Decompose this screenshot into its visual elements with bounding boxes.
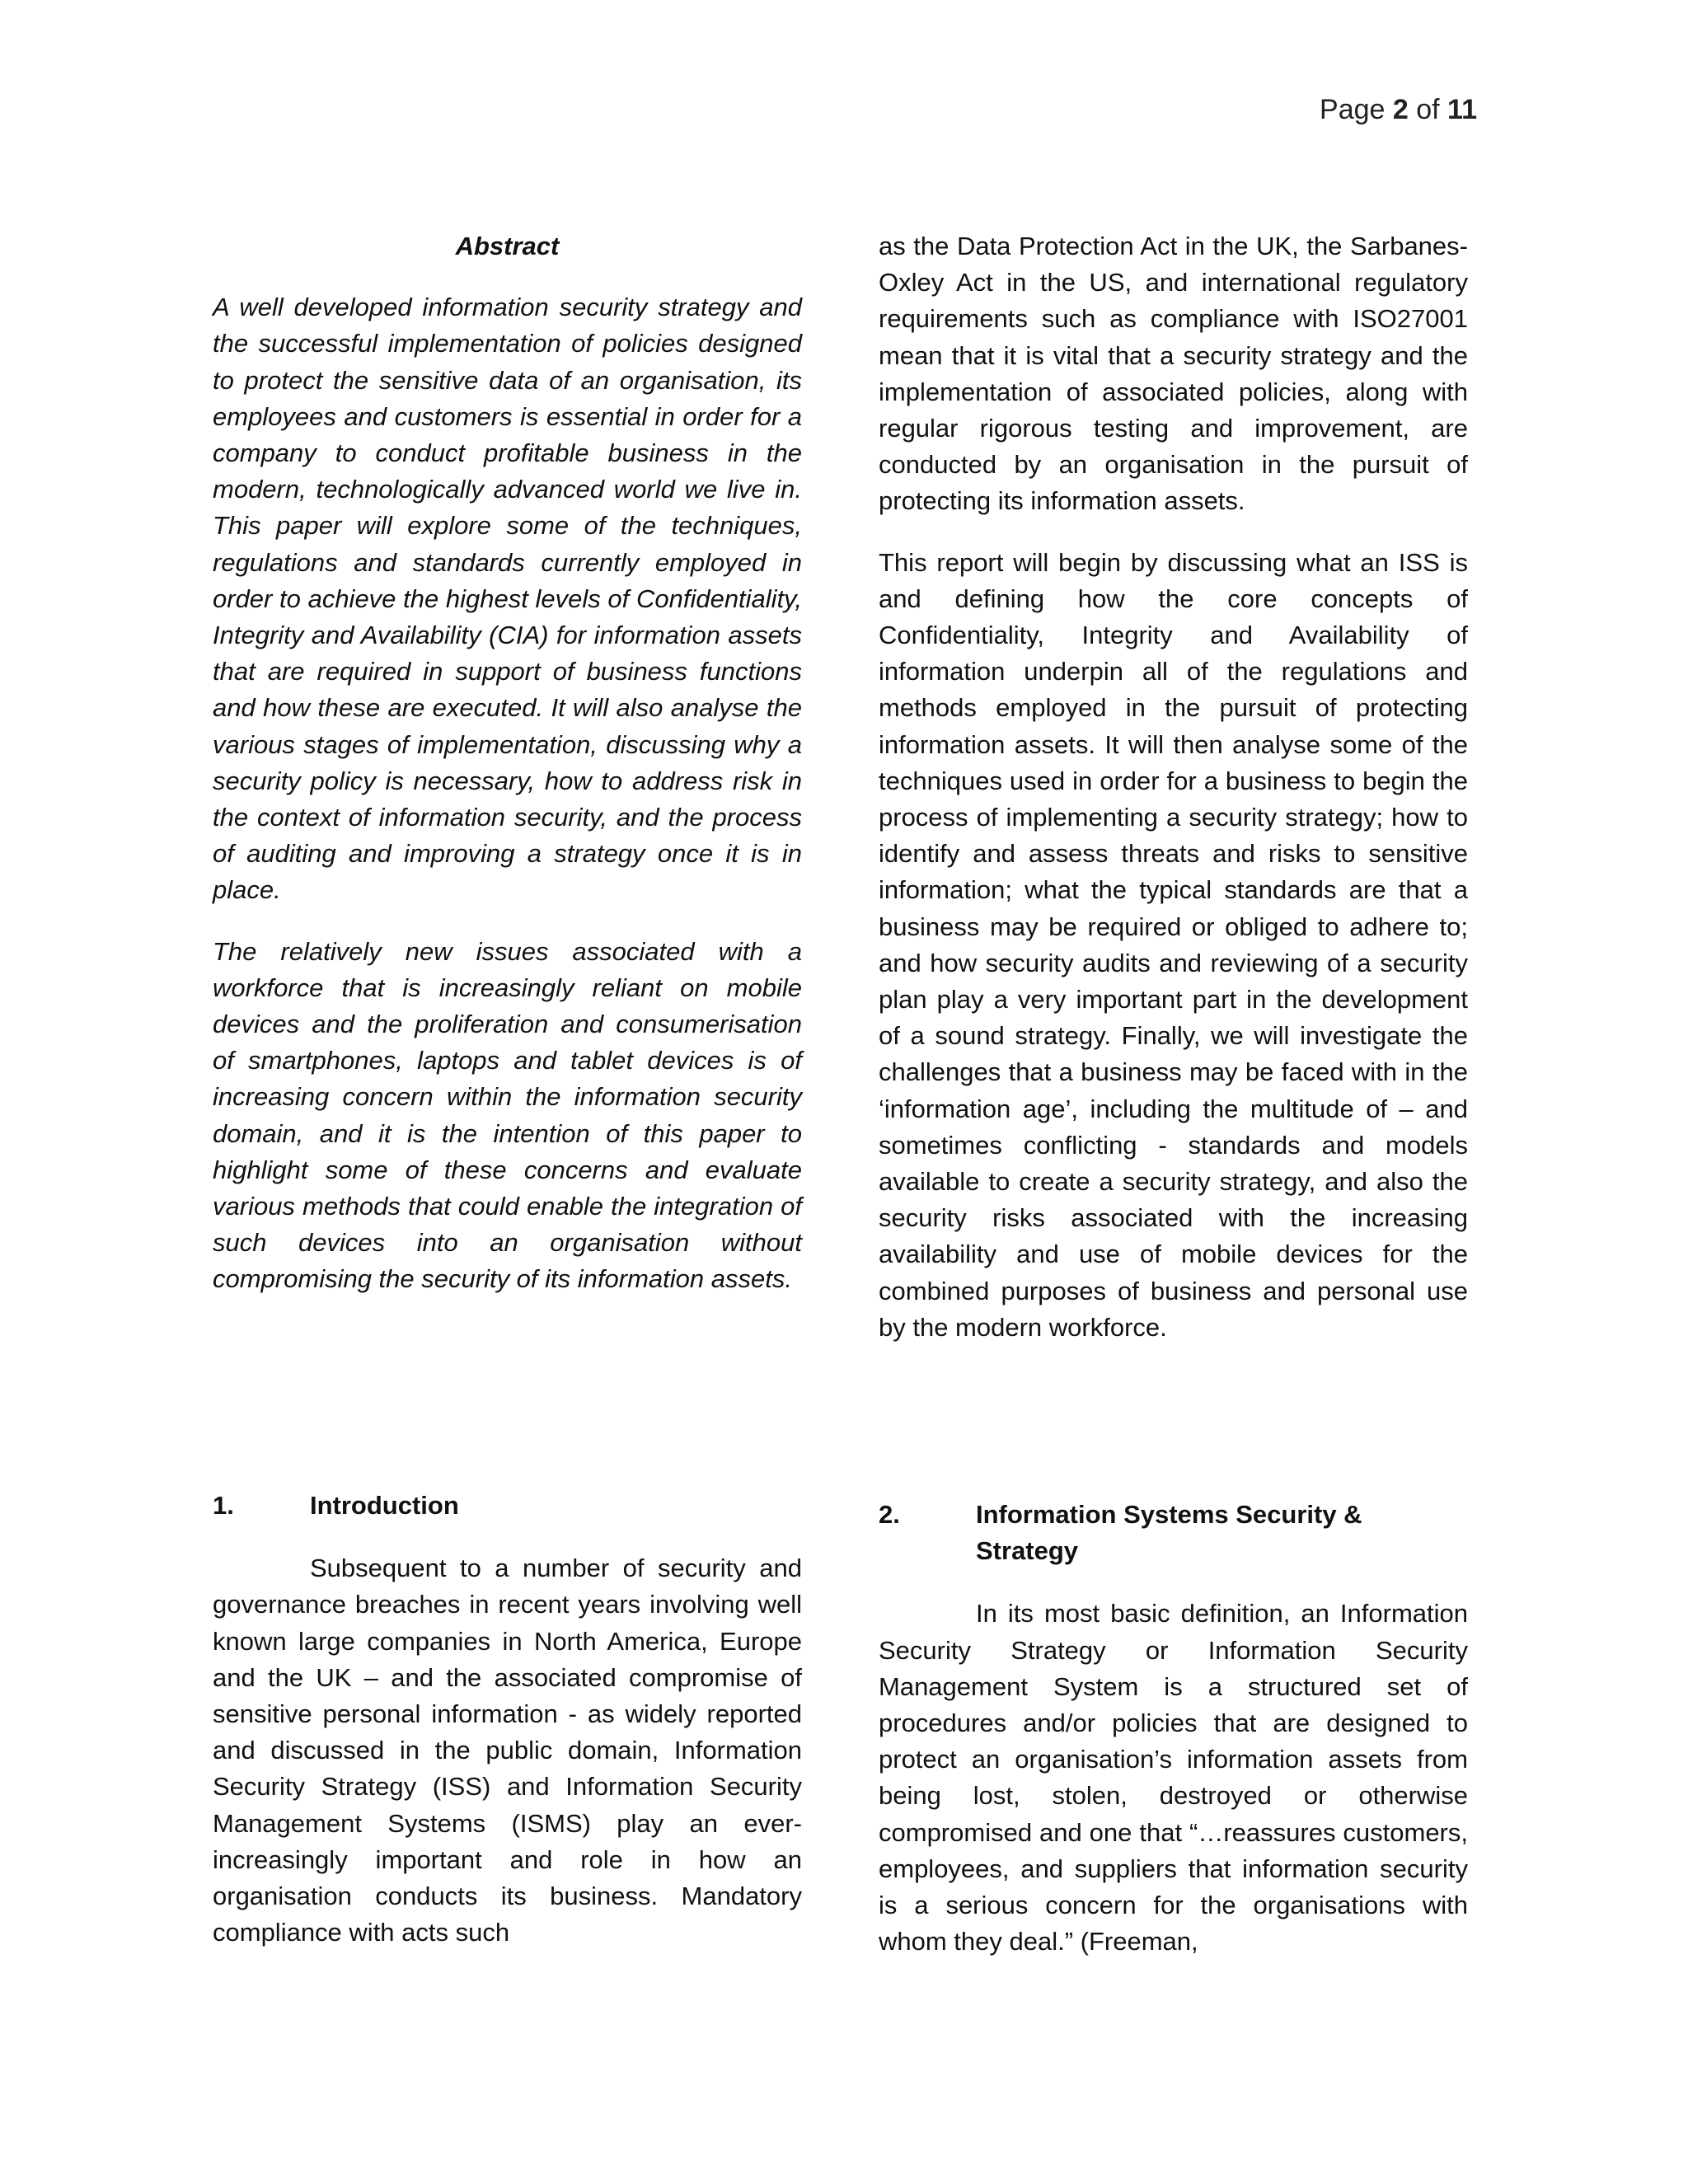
iss-heading [879, 1497, 1468, 1569]
abstract-paragraph-1: A well developed information security strategy and the successful implementation of policies designed to protect the sensitive data of an organisation, its employees and customers is essential in order for a company to conduct profitable business in the modern, technologically advanced world we live in. This paper will explore some of the techniques, regulations and standards currently employed in order to achieve the highest levels of Confidentiality, Integrity and Availability (CIA) for information assets that are required in support of business functions and how these are executed. It will also analyse the various stages of implementation, discussing why a security policy is necessary, how to address risk in the context of information security, and the process of auditing and improving a strategy once it is in place. [213, 293, 802, 905]
abstract-paragraph-2: The relatively new issues associated with a workforce that is increasingly reliant on mobile devices and the proliferation and consumerisation of smartphones, laptops and tablet devices is of increasing concern within the information security domain, and it is the intention of this paper to highlight some of these concerns and evaluate various methods that could enable the integration of such devices into an organisation without compromising the security of its information assets. [213, 936, 802, 1294]
iss-section [879, 1497, 1468, 1960]
page-number [1320, 94, 1477, 126]
abstract-section [213, 228, 802, 1298]
page-current: 2 [1392, 94, 1409, 125]
page-separator: of [1408, 94, 1448, 125]
introduction-section [213, 1488, 802, 1951]
iss-paragraph: In its most basic definition, an Information Security Strategy or Information Security Management System is a structured set of procedures and/or policies that are designed to protect an organisation’s information assets from being lost, stolen, destroyed or otherwise compromised and one that “…reassures customers, employees, and suppliers that information security is a serious concern for the organisations with whom they deal.” (Freeman, [879, 1599, 1468, 1957]
section-title: Introduction [310, 1491, 459, 1520]
section-number: 1. [213, 1491, 234, 1520]
abstract-title: Abstract [455, 232, 560, 260]
continued-section [879, 228, 1468, 1346]
introduction-paragraph: Subsequent to a number of security and governance breaches in recent years involving well known large companies in North America, Europe and the UK – and the associated compromise of sensitive personal information - as widely reported and discussed in the public domain, Information Security Strategy (ISS) and Information Security Management Systems (ISMS) play an ever-increasingly important and role in how an organisation conducts its business. Mandatory compliance with acts such [213, 1554, 802, 1947]
continued-paragraph-2: This report will begin by discussing what an ISS is and defining how the core concepts of Confidentiality, Integrity and Availability of information underpin all of the regulations and methods employed in the pursuit of protecting information assets. It will then analyse some of the techniques used in order for a business to begin the process of implementing a security strategy; how to identify and assess threats and risks to sensitive information; what the typical standards are that a business may be required or obliged to adhere to; and how security audits and reviewing of a security plan play a very important part in the development of a sound strategy. Finally, we will investigate the challenges that a business may be faced with in the ‘information age’, including the multitude of – and sometimes conflicting - standards and models available to create a security strategy, and also the security risks associated with the increasing availability and use of mobile devices for the combined purposes of business and personal use by the modern workforce. [879, 547, 1468, 1342]
continued-paragraph-1: as the Data Protection Act in the UK, the Sarbanes-Oxley Act in the US, and international regulatory requirements such as compliance with ISO27001 mean that it is vital that a security strategy and the implementation of associated policies, along with regular rigorous testing and improvement, are conducted by an organisation in the pursuit of protecting its information assets. [879, 232, 1468, 516]
page-total: 11 [1447, 94, 1477, 125]
introduction-heading [213, 1488, 802, 1524]
page-prefix: Page [1320, 94, 1393, 125]
section-title: Information Systems Security & Strategy [976, 1500, 1362, 1566]
section-number: 2. [879, 1500, 900, 1529]
